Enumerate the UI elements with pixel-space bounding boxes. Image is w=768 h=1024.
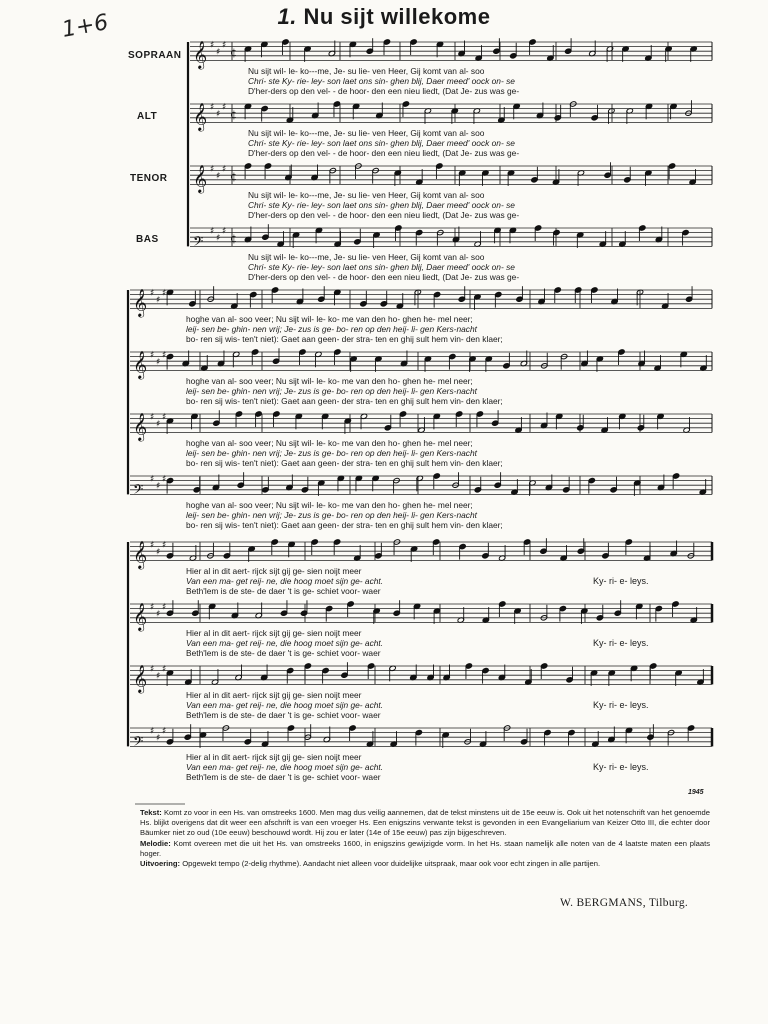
sharp-icon: ♯	[216, 47, 221, 58]
lyric-line: hoghe van al- soo veer; Nu sijt wil- le- ko- me van den ho- ghen he- mel neer;	[186, 500, 473, 510]
bass-clef-icon: 𝄢	[193, 233, 204, 253]
voice-label-alt: ALT	[137, 111, 158, 122]
title-text: Nu sijt willekome	[303, 4, 491, 29]
sharp-icon: ♯	[156, 609, 161, 620]
lyric-block	[186, 628, 383, 658]
sharp-icon: ♯	[150, 726, 155, 737]
sharp-icon: ♯	[162, 288, 167, 299]
sharp-icon: ♯	[210, 164, 215, 175]
treble-clef-icon: 𝄞	[133, 288, 148, 317]
sharp-icon: ♯	[150, 474, 155, 485]
note-uitvoering: Uitvoering: Opgewekt tempo (2-delig rhythme). Aandacht niet alleen voor duidelijke uitspraak, maar ook voor echt zingen in alle partijen.	[140, 859, 601, 869]
bass-clef-icon: 𝄢	[133, 481, 144, 501]
lyric-line: hoghe van al- soo veer; Nu sijt wil- le- ko- me van den ho- ghen he- mel neer;	[186, 314, 473, 324]
lyric-block	[248, 66, 519, 96]
sharp-icon: ♯	[210, 226, 215, 237]
lyric-line: hoghe van al- soo veer; Nu sijt wil- le- ko- me van den ho- ghen he- mel neer;	[186, 438, 473, 448]
sharp-icon: ♯	[222, 102, 227, 113]
lyric-block	[186, 500, 503, 530]
lyric-line: Hier al in dit aert- rijck sijt gij ge- sien noijt meer	[186, 566, 362, 576]
lyric-line: Beth'lem is de ste- de daer 't is ge- schiet voor- waer	[186, 772, 381, 782]
sharp-icon: ♯	[156, 357, 161, 368]
lyric-line: hoghe van al- soo veer; Nu sijt wil- le- ko- me van den ho- ghen he- mel neer;	[186, 376, 473, 386]
lyric-line: bo- ren sij wis- ten't niet): Gaet aan geen- der stra- ten en ghij sult hem vin- den klaer;	[186, 520, 503, 530]
sharp-icon: ♯	[216, 233, 221, 244]
lyric-block	[186, 314, 503, 344]
lyric-line: D'her-ders op den vel- - de hoor- den een nieu liedt, (Dat Je- zus was ge-	[248, 210, 520, 220]
lyric-block	[248, 190, 519, 220]
bass-clef-icon: 𝄢	[133, 733, 144, 753]
refrain-lyric: Ky- ri- e- leys.	[593, 700, 649, 710]
lyric-block	[186, 752, 383, 782]
sharp-icon: ♯	[150, 412, 155, 423]
cut-time-icon: ¢	[230, 231, 237, 245]
sharp-icon: ♯	[156, 733, 161, 744]
handwritten-margin-note: 1+6	[60, 10, 111, 43]
refrain-lyric: Ky- ri- e- leys.	[593, 638, 649, 648]
sharp-icon: ♯	[150, 602, 155, 613]
lyric-line: Chri- ste Ky- rie- ley- son laet ons sin- ghen blij, Daer meed' oock on- se	[248, 138, 515, 148]
composition-year: 1945	[688, 789, 704, 796]
sharp-icon: ♯	[222, 40, 227, 51]
lyric-block	[186, 438, 503, 468]
editorial-notes	[140, 808, 710, 869]
lyric-block	[186, 690, 383, 720]
lyric-line: Beth'lem is de ste- de daer 't is ge- schiet voor- waer	[186, 586, 381, 596]
sharp-icon: ♯	[222, 164, 227, 175]
treble-clef-icon: 𝄞	[133, 350, 148, 379]
lyric-line: Chri- ste Ky- rie- ley- son laet ons sin- ghen blij, Daer meed' oock on- se	[248, 200, 515, 210]
lyric-line: leij- sen be- ghin- nen vrij; Je- zus is ge- bo- ren op den heij- li- gen Kers-nacht	[186, 448, 477, 458]
sharp-icon: ♯	[210, 102, 215, 113]
sharp-icon: ♯	[156, 419, 161, 430]
lyric-line: Beth'lem is de ste- de daer 't is ge- schiet voor- waer	[186, 648, 381, 658]
refrain-lyric: Ky- ri- e- leys.	[593, 576, 649, 586]
lyric-line: Chri- ste Ky- rie- ley- son laet ons sin- ghen blij, Daer meed' oock on- se	[248, 76, 515, 86]
sharp-icon: ♯	[162, 664, 167, 675]
sharp-icon: ♯	[156, 295, 161, 306]
sharp-icon: ♯	[150, 540, 155, 551]
voice-label-sopraan: SOPRAAN	[128, 50, 182, 61]
lyric-line: Hier al in dit aert- rijck sijt gij ge- sien noijt meer	[186, 752, 362, 762]
lyric-line: Nu sijt wil- le- ko---me, Je- su lie- ven Heer, Gij komt van al- soo	[248, 190, 485, 200]
lyric-line: Hier al in dit aert- rijck sijt gij ge- sien noijt meer	[186, 628, 362, 638]
voice-label-tenor: TENOR	[130, 173, 168, 184]
sharp-icon: ♯	[162, 726, 167, 737]
lyric-line: leij- sen be- ghin- nen vrij; Je- zus is ge- bo- ren op den heij- li- gen Kers-nacht	[186, 510, 477, 520]
sharp-icon: ♯	[162, 412, 167, 423]
note-melodie: Melodie: Komt overeen met die uit het Hs. van omstreeks 1600, in enigszins gewijzigde vorm. In het Hs. staan namelijk alle noten van de 4 laatste maten een plaats hoger.	[140, 838, 710, 858]
cut-time-icon: ¢	[230, 169, 237, 183]
treble-clef-icon: 𝄞	[193, 164, 208, 193]
lyric-line: Van een ma- get reij- ne, die hoog moet sijn ge- acht.	[186, 762, 384, 772]
cut-time-icon: ¢	[230, 107, 237, 121]
lyric-block	[248, 252, 519, 282]
lyric-line: D'her-ders op den vel- - de hoor- den een nieu liedt, (Dat Je- zus was ge-	[248, 272, 520, 282]
lyric-line: leij- sen be- ghin- nen vrij; Je- zus is ge- bo- ren op den heij- li- gen Kers-nacht	[186, 324, 477, 334]
lyric-line: leij- sen be- ghin- nen vrij; Je- zus is ge- bo- ren op den heij- li- gen Kers-nacht	[186, 386, 477, 396]
sharp-icon: ♯	[156, 671, 161, 682]
sharp-icon: ♯	[150, 350, 155, 361]
sharp-icon: ♯	[150, 288, 155, 299]
lyric-line: Van een ma- get reij- ne, die hoog moet sijn ge- acht.	[186, 576, 384, 586]
lyric-line: bo- ren sij wis- ten't niet): Gaet aan geen- der stra- ten en ghij sult hem vin- den klaer;	[186, 334, 503, 344]
sharp-icon: ♯	[216, 171, 221, 182]
lyric-line: bo- ren sij wis- ten't niet): Gaet aan geen- der stra- ten en ghij sult hem vin- den klaer;	[186, 396, 503, 406]
lyric-line: Van een ma- get reij- ne, die hoog moet sijn ge- acht.	[186, 700, 384, 710]
treble-clef-icon: 𝄞	[133, 602, 148, 631]
sharp-icon: ♯	[150, 664, 155, 675]
lyric-line: Nu sijt wil- le- ko---me, Je- su lie- ven Heer, Gij komt van al- soo	[248, 128, 485, 138]
sharp-icon: ♯	[162, 474, 167, 485]
lyric-block	[248, 128, 519, 158]
note-tekst: Tekst: Komt zo voor in een Hs. van omstreeks 1600. Men mag dus veilig aannemen, dat de tekst minstens uit de 15e eeuw is. Ook uit het notenschrift van het genoemde Hs. blijkt overigens dat dit weer een afschrift is van een vroeger Hs. Een enigszins verwante tekst is gevonden in een Evangeliarium van Keizer Otto III, die echter door Bäumker niet zo oud (10e eeuw) beschouwd wordt. Hij zou er later (14e of 15e eeuw) pas zijn bijgeschreven.	[140, 808, 710, 838]
lyric-line: bo- ren sij wis- ten't niet): Gaet aan geen- der stra- ten en ghij sult hem vin- den klaer;	[186, 458, 503, 468]
treble-clef-icon: 𝄞	[133, 664, 148, 693]
sharp-icon: ♯	[156, 547, 161, 558]
lyric-block	[186, 566, 383, 596]
treble-clef-icon: 𝄞	[133, 540, 148, 569]
voice-label-bas: BAS	[136, 234, 159, 245]
treble-clef-icon: 𝄞	[193, 40, 208, 69]
lyric-line: D'her-ders op den vel- - de hoor- den een nieu liedt, (Dat Je- zus was ge-	[248, 86, 520, 96]
sharp-icon: ♯	[162, 602, 167, 613]
lyric-line: Beth'lem is de ste- de daer 't is ge- schiet voor- waer	[186, 710, 381, 720]
treble-clef-icon: 𝄞	[193, 102, 208, 131]
lyric-line: Van een ma- get reij- ne, die hoog moet sijn ge- acht.	[186, 638, 384, 648]
cut-time-icon: ¢	[230, 45, 237, 59]
sharp-icon: ♯	[162, 350, 167, 361]
sharp-icon: ♯	[222, 226, 227, 237]
sharp-icon: ♯	[210, 40, 215, 51]
lyric-line: D'her-ders op den vel- - de hoor- den een nieu liedt, (Dat Je- zus was ge-	[248, 148, 520, 158]
treble-clef-icon: 𝄞	[133, 412, 148, 441]
title-number: 1.	[277, 4, 297, 29]
refrain-lyric: Ky- ri- e- leys.	[593, 762, 649, 772]
lyric-line: Hier al in dit aert- rijck sijt gij ge- sien noijt meer	[186, 690, 362, 700]
sharp-icon: ♯	[216, 109, 221, 120]
sharp-icon: ♯	[162, 540, 167, 551]
lyric-line: Nu sijt wil- le- ko---me, Je- su lie- ven Heer, Gij komt van al- soo	[248, 252, 485, 262]
sharp-icon: ♯	[156, 481, 161, 492]
arranger-signature: W. BERGMANS, Tilburg.	[560, 897, 689, 909]
lyric-line: Chri- ste Ky- rie- ley- son laet ons sin- ghen blij, Daer meed' oock on- se	[248, 262, 515, 272]
lyric-block	[186, 376, 503, 406]
lyric-line: Nu sijt wil- le- ko---me, Je- su lie- ven Heer, Gij komt van al- soo	[248, 66, 485, 76]
